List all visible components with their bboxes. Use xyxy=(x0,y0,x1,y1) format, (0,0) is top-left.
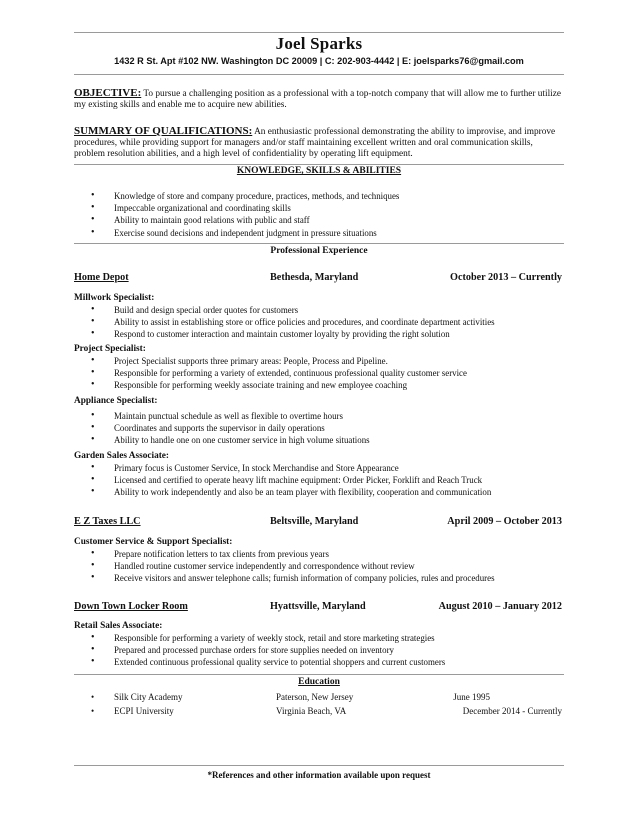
school-name: ECPI University xyxy=(114,706,174,716)
objective-section xyxy=(74,88,566,111)
employer-name: Down Town Locker Room xyxy=(74,601,188,612)
skill-item: • Knowledge of store and company procedure, practices, methods, and techniques xyxy=(74,190,569,202)
skill-item: • Impeccable organizational and coordinating skills xyxy=(74,202,569,214)
job-location: Hyattsville, Maryland xyxy=(270,601,366,612)
role-title: Retail Sales Associate: xyxy=(74,621,163,631)
bullet-icon: • xyxy=(91,706,95,716)
role-title: Project Specialist: xyxy=(74,344,146,354)
role-title: Customer Service & Support Specialist: xyxy=(74,537,233,547)
job-location: Bethesda, Maryland xyxy=(270,272,359,283)
duty-item: • Responsible for performing weekly associate training and new employee coaching xyxy=(74,379,569,391)
job-location: Beltsville, Maryland xyxy=(270,516,359,527)
job-dates: August 2010 – January 2012 xyxy=(438,601,562,612)
role-duties xyxy=(74,410,569,447)
job-row xyxy=(74,272,566,285)
school-location: Virginia Beach, VA xyxy=(276,706,347,716)
role-title: Appliance Specialist: xyxy=(74,396,158,406)
summary-text: An enthusiastic professional demonstrating the ability to improvise, and improve procedures, while providing support for managers and/or staff maintaining excellent written and oral communication skills, problem resolution abilities, and a high level of confidentiality by operating lift equipment. xyxy=(74,127,556,159)
duty-item: • Ability to handle one on one customer service in high volume situations xyxy=(74,434,569,446)
experience-heading: Professional Experience xyxy=(270,246,368,256)
skills-heading: KNOWLEDGE, SKILLS & ABILITIES xyxy=(236,166,402,176)
skills-list xyxy=(74,190,569,239)
employer-name: E Z Taxes LLC xyxy=(74,516,141,527)
skills-rule xyxy=(74,164,564,165)
education-heading: Education xyxy=(298,677,340,687)
duty-item: • Build and design special order quotes for customers xyxy=(74,304,569,316)
skill-item: • Exercise sound decisions and independent judgment in pressure situations xyxy=(74,227,569,239)
role-duties xyxy=(74,462,569,499)
top-rule xyxy=(74,32,564,33)
footer-note: *References and other information available upon request xyxy=(207,770,431,780)
duty-item: • Handled routine customer service independently and correspondence without review xyxy=(74,560,569,572)
duty-item: • Licensed and certified to operate heavy lift machine equipment: Order Picker, Forklift and Reach Truck xyxy=(74,474,569,486)
footer-rule xyxy=(74,765,564,766)
duty-item: • Ability to work independently and also be an team player with flexibility, cooperation and communication xyxy=(74,486,569,498)
role-title: Millwork Specialist: xyxy=(74,293,155,303)
education-rule xyxy=(74,674,564,675)
skill-item: • Ability to maintain good relations with public and staff xyxy=(74,214,569,226)
role-duties xyxy=(74,304,569,341)
duty-item: • Primary focus is Customer Service, In stock Merchandise and Store Appearance xyxy=(74,462,569,474)
contact-line: 1432 R St. Apt #102 NW. Washington DC 20009 | C: 202-903-4442 | E: joelsparks76@gmail.com xyxy=(114,56,524,66)
education-row xyxy=(74,706,566,719)
school-location: Paterson, New Jersey xyxy=(276,692,354,702)
employer-name: Home Depot xyxy=(74,272,129,283)
duty-item: • Extended continuous professional quality service to potential shoppers and current customers xyxy=(74,656,569,668)
job-dates: October 2013 – Currently xyxy=(450,272,562,283)
duty-item: • Responsible for performing a variety of weekly stock, retail and store marketing strategies xyxy=(74,632,569,644)
role-duties xyxy=(74,632,569,669)
summary-section xyxy=(74,126,566,160)
experience-rule xyxy=(74,243,564,244)
duty-item: • Prepare notification letters to tax clients from previous years xyxy=(74,548,569,560)
resume-name: Joel Sparks xyxy=(275,34,363,53)
school-name: Silk City Academy xyxy=(114,692,183,702)
job-row xyxy=(74,516,566,529)
bullet-icon: • xyxy=(91,692,95,702)
duty-item: • Coordinates and supports the supervisor in daily operations xyxy=(74,422,569,434)
job-dates: April 2009 – October 2013 xyxy=(447,516,562,527)
duty-item: • Receive visitors and answer telephone calls; furnish information of company policies, rules and procedures xyxy=(74,572,569,584)
education-row xyxy=(74,692,566,705)
duty-item: • Responsible for performing a variety of extended, continuous professional quality customer service xyxy=(74,367,569,379)
job-row xyxy=(74,601,566,614)
objective-text: To pursue a challenging position as a professional with a top-notch company that will allow me to further utilize my existing skills and enable me to acquire new abilities. xyxy=(74,89,562,110)
duty-item: • Ability to assist in establishing store or office policies and procedures, and coordinate department activities xyxy=(74,316,569,328)
role-duties xyxy=(74,355,569,392)
school-date: December 2014 - Currently xyxy=(462,706,562,716)
duty-item: • Maintain punctual schedule as well as flexible to overtime hours xyxy=(74,410,569,422)
objective-label: OBJECTIVE: xyxy=(74,87,142,99)
header-rule xyxy=(74,74,564,75)
duty-item: • Project Specialist supports three primary areas: People, Process and Pipeline. xyxy=(74,355,569,367)
school-date: June 1995 xyxy=(453,692,490,702)
duty-item: • Respond to customer interaction and maintain customer loyalty by providing the right solution xyxy=(74,328,569,340)
duty-item: • Prepared and processed purchase orders for store supplies needed on inventory xyxy=(74,644,569,656)
role-duties xyxy=(74,548,569,585)
summary-label: SUMMARY OF QUALIFICATIONS: xyxy=(74,125,253,137)
role-title: Garden Sales Associate: xyxy=(74,451,170,461)
